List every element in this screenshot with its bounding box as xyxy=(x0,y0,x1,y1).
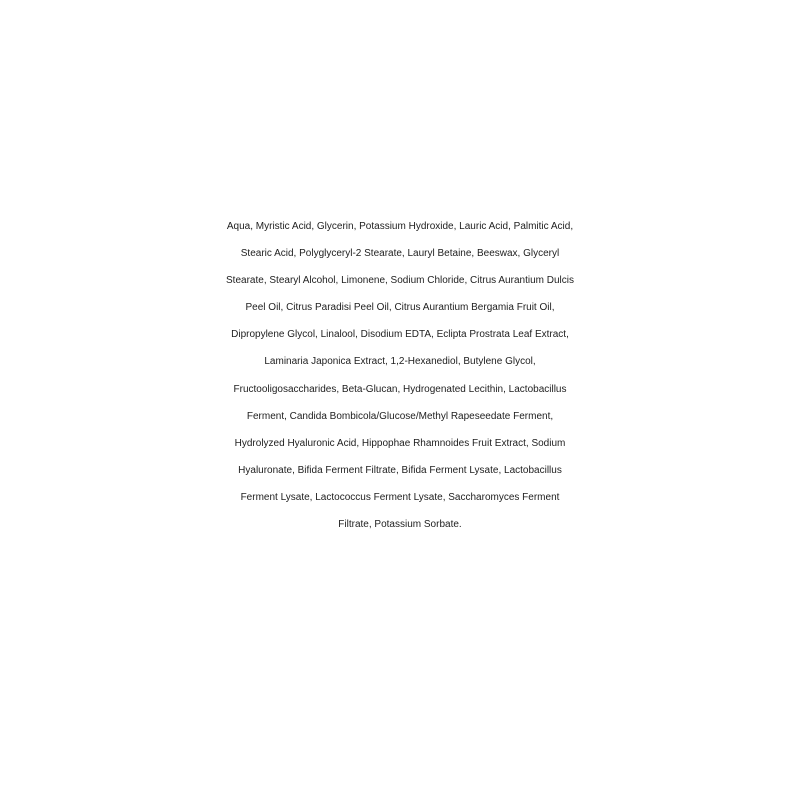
ingredients-line: Hydrolyzed Hyaluronic Acid, Hippophae Rhamnoides Fruit Extract, Sodium xyxy=(234,437,566,449)
ingredients-line: Ferment Lysate, Lactococcus Ferment Lysate, Saccharomyces Ferment xyxy=(240,491,560,503)
ingredients-line: Filtrate, Potassium Sorbate. xyxy=(338,519,462,531)
ingredients-line: Stearate, Stearyl Alcohol, Limonene, Sodium Chloride, Citrus Aurantium Dulcis xyxy=(226,275,574,287)
ingredients-line: Peel Oil, Citrus Paradisi Peel Oil, Citrus Aurantium Bergamia Fruit Oil, xyxy=(245,302,555,314)
ingredients-line: Fructooligosaccharides, Beta-Glucan, Hydrogenated Lecithin, Lactobacillus xyxy=(233,383,567,395)
ingredients-line: Hyaluronate, Bifida Ferment Filtrate, Bifida Ferment Lysate, Lactobacillus xyxy=(238,464,562,476)
ingredients-line: Laminaria Japonica Extract, 1,2-Hexanediol, Butylene Glycol, xyxy=(264,356,536,368)
ingredients-line: Dipropylene Glycol, Linalool, Disodium EDTA, Eclipta Prostrata Leaf Extract, xyxy=(231,329,569,341)
ingredients-list xyxy=(0,213,800,538)
ingredients-line: Aqua, Myristic Acid, Glycerin, Potassium Hydroxide, Lauric Acid, Palmitic Acid, xyxy=(226,221,574,232)
ingredients-line: Ferment, Candida Bombicola/Glucose/Methyl Rapeseedate Ferment, xyxy=(246,410,554,422)
ingredients-line: Stearic Acid, Polyglyceryl-2 Stearate, Lauryl Betaine, Beeswax, Glyceryl xyxy=(240,248,560,260)
